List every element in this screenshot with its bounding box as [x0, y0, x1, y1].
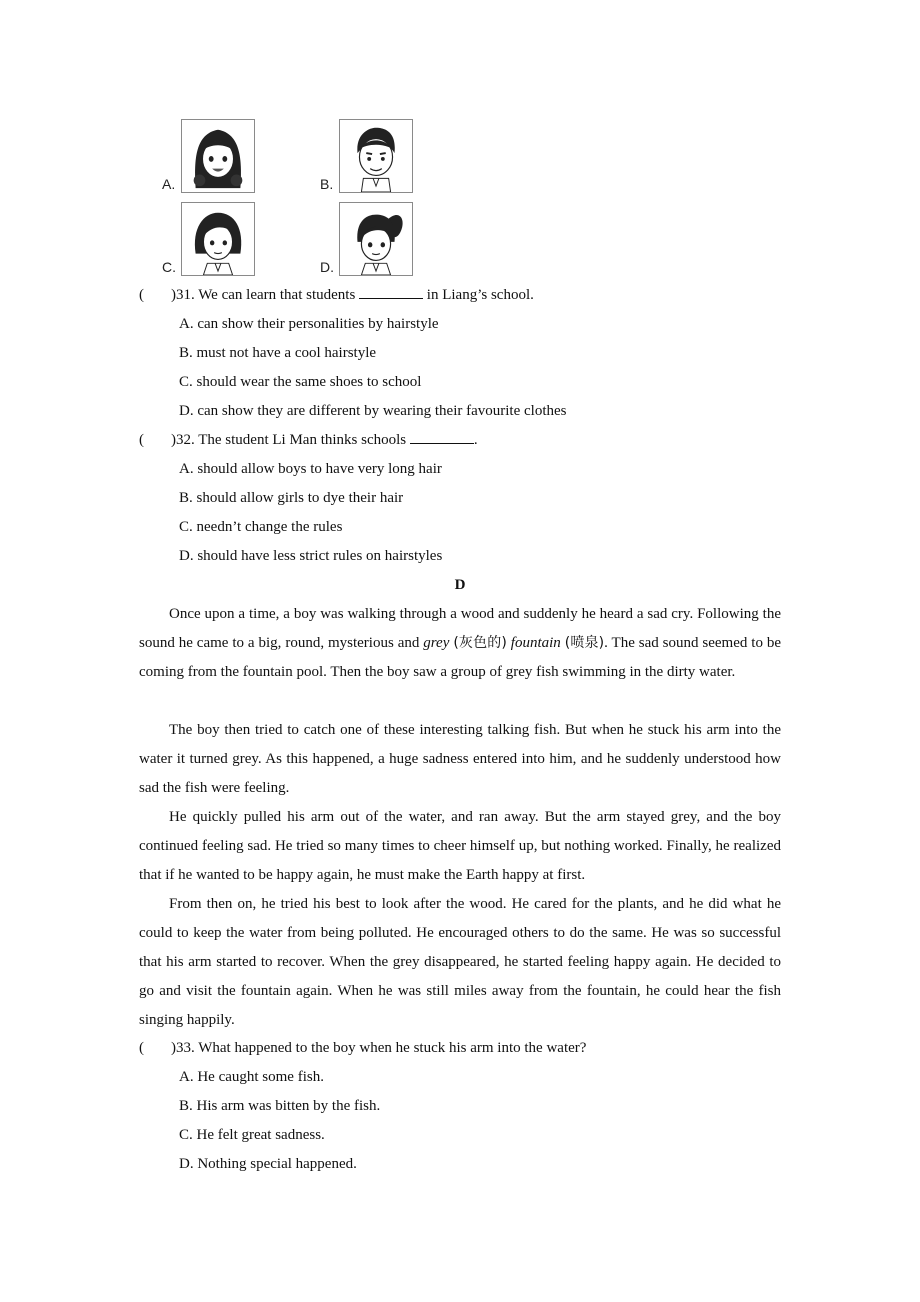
p1-fountain-zh: (喷泉): [564, 635, 605, 651]
image-option-label-d: D.: [320, 259, 334, 275]
portrait-b-short-hair-boy: [339, 119, 413, 193]
portrait-c-bob-hair: [181, 202, 255, 276]
p1-grey: grey: [423, 635, 450, 651]
question-32-prefix: )32. The student Li Man thinks schools: [171, 432, 410, 448]
q31-option-d: D. can show they are different by wearing their favourite clothes: [179, 403, 567, 419]
portrait-a-long-hair-headphones: [181, 119, 255, 193]
portrait-d-ponytail: [339, 202, 413, 276]
q33-option-d: D. Nothing special happened.: [179, 1156, 357, 1172]
q32-option-d: D. should have less strict rules on hairstyles: [179, 548, 443, 564]
q32-option-c: C. needn’t change the rules: [179, 519, 343, 535]
image-option-label-a: A.: [162, 176, 176, 192]
question-31-suffix: in Liang’s school.: [423, 287, 534, 303]
answer-paren[interactable]: (: [139, 287, 144, 303]
answer-blank: [410, 429, 474, 444]
answer-blank: [359, 284, 423, 299]
question-31: [139, 281, 534, 310]
q31-option-c: C. should wear the same shoes to school: [179, 374, 422, 390]
image-option-label-b: B.: [320, 176, 334, 192]
q31-option-a: A. can show their personalities by hairstyle: [179, 316, 439, 332]
q32-option-a: A. should allow boys to have very long hair: [179, 461, 442, 477]
p1-grey-zh: (灰色的): [453, 635, 507, 651]
q32-option-b: B. should allow girls to dye their hair: [179, 490, 404, 506]
question-33-text: )33. What happened to the boy when he stuck his arm into the water?: [171, 1040, 587, 1056]
q33-option-c: C. He felt great sadness.: [179, 1127, 325, 1143]
question-32: [139, 426, 478, 455]
image-option-label-c: C.: [162, 259, 176, 275]
q33-option-b: B. His arm was bitten by the fish.: [179, 1098, 381, 1114]
passage-paragraph-2: The boy then tried to catch one of these interesting talking fish. But when he stuck his arm into the water it turned grey. As this happened, a huge sadness entered into him, and he suddenly understood how sad the fish were feeling.: [139, 722, 781, 796]
passage-paragraph-4: From then on, he tried his best to look after the wood. He cared for the plants, and he did what he could to keep the water from being polluted. He encouraged others to do the same. He was so successful that his arm started to recover. When the grey disappeared, he started feeling happy again. He decided to go and visit the fountain again. When he was still miles away from the fountain, he could hear the fish singing happily.: [139, 896, 781, 1028]
answer-paren[interactable]: (: [139, 432, 144, 448]
p1-fountain: fountain: [510, 635, 561, 651]
section-title: D: [454, 577, 466, 593]
p1-text-b: . The sad sound seemed to be coming from the fountain pool. Then the boy saw a group of grey fish swimming in the dirty water.: [139, 635, 782, 680]
question-32-suffix: .: [473, 432, 478, 448]
question-33: [139, 1034, 586, 1063]
question-31-prefix: )31. We can learn that students: [171, 287, 360, 303]
p1-text-a: Once upon a time, a boy was walking through a wood and suddenly he heard a sad cry. Following the sound he came to a big, round, mysterious and: [139, 606, 781, 651]
q33-option-a: A. He caught some fish.: [179, 1069, 324, 1085]
passage-paragraph-3: He quickly pulled his arm out of the water, and ran away. But the arm stayed grey, and the boy continued feeling sad. He tried so many times to cheer himself up, but nothing worked. Finally, he realized that if he wanted to be happy again, he must make the Earth happy at first.: [139, 809, 781, 883]
answer-paren[interactable]: (: [139, 1040, 144, 1056]
passage-paragraph-1: [139, 600, 781, 687]
q31-option-b: B. must not have a cool hairstyle: [179, 345, 377, 361]
